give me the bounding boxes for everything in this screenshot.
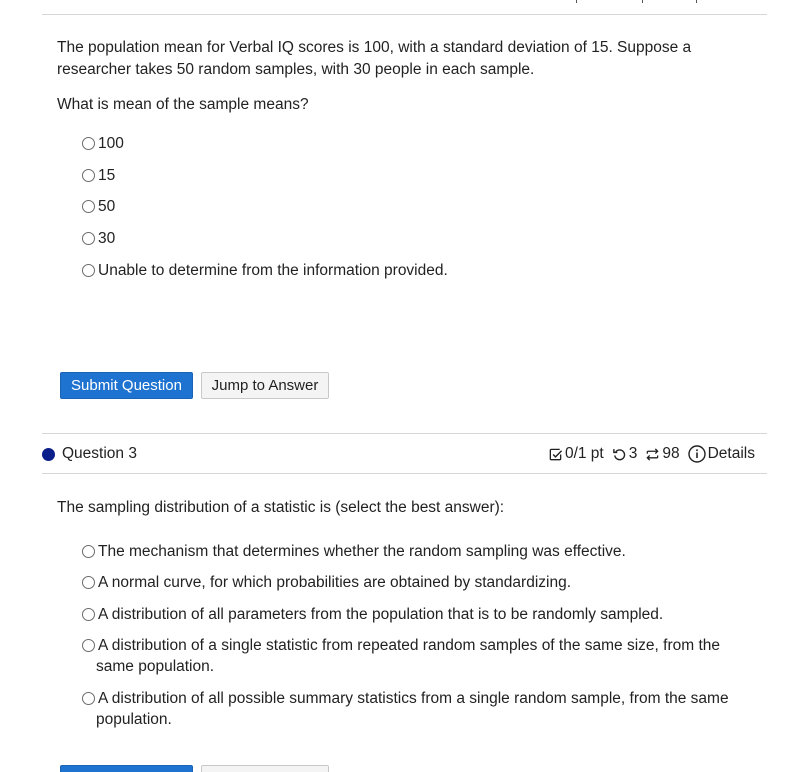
option-label-line: A normal curve, for which probabilities are obtained by standardizing. [98, 574, 572, 591]
option-label [98, 604, 663, 625]
option-label-line: A distribution of all possible summary statistics from a single random sample, from the same [98, 690, 729, 707]
question-3-option[interactable] [82, 572, 571, 593]
option-label: 100 [98, 135, 124, 152]
question-3-header-divider [42, 473, 767, 474]
option-label: Unable to determine from the information provided. [98, 262, 448, 279]
option-label [98, 635, 720, 677]
retries-meta [612, 445, 638, 463]
question-3-option[interactable] [82, 688, 729, 730]
top-remnant-tick [576, 0, 577, 3]
option-label: 30 [98, 230, 116, 247]
radio-button[interactable] [82, 264, 95, 277]
question-3-option[interactable] [82, 541, 626, 562]
option-label [98, 572, 571, 593]
top-divider [42, 14, 767, 15]
question-2-text-line: researcher takes 50 random samples, with 30 people in each sample. [57, 61, 535, 78]
radio-button[interactable] [82, 545, 95, 558]
radio-button[interactable] [82, 608, 95, 621]
option-label-line: A distribution of a single statistic from repeated random samples of the same size, from the [98, 637, 721, 654]
attempts-icon [645, 447, 660, 462]
top-remnant-tick [696, 0, 697, 3]
question-2-option[interactable] [82, 133, 124, 154]
question-3-header [42, 442, 760, 466]
check-square-icon [548, 447, 563, 462]
option-label-line: A distribution of all parameters from the population that is to be randomly sampled. [98, 606, 664, 623]
option-label [98, 541, 626, 562]
radio-button[interactable] [82, 639, 95, 652]
submit-question-button[interactable]: Submit Question [60, 372, 193, 399]
details-label[interactable]: Details [707, 445, 755, 462]
radio-button[interactable] [82, 692, 95, 705]
question-2-text-line: The population mean for Verbal IQ scores is 100, with a standard deviation of 15. Suppose a [57, 39, 692, 56]
option-label-line: same population. [96, 658, 215, 675]
question-2-text [57, 37, 691, 81]
question-2-option[interactable] [82, 196, 115, 217]
retry-icon [612, 447, 627, 462]
score-meta [548, 445, 604, 463]
question-2-option[interactable] [82, 228, 115, 249]
radio-button[interactable] [82, 169, 95, 182]
submit-question-button-partial[interactable] [60, 765, 193, 772]
jump-to-answer-button[interactable]: Jump to Answer [201, 372, 329, 399]
info-icon [688, 445, 706, 463]
attempts-meta [645, 445, 679, 463]
top-remnant-tick [642, 0, 643, 3]
option-label: 15 [98, 167, 116, 184]
details-link[interactable] [688, 445, 755, 463]
attempts-count: 98 [662, 445, 680, 462]
option-label [98, 688, 729, 730]
retries-count: 3 [628, 445, 638, 462]
question-3-prompt: The sampling distribution of a statistic is (select the best answer): [57, 499, 505, 516]
question-3-option[interactable] [82, 635, 720, 677]
option-label-line: population. [96, 711, 172, 728]
score-text: 0/1 pt [564, 445, 604, 462]
question-2-option[interactable] [82, 260, 448, 281]
jump-to-answer-button-partial[interactable] [201, 765, 329, 772]
option-label-line: The mechanism that determines whether the random sampling was effective. [98, 543, 626, 560]
radio-button[interactable] [82, 137, 95, 150]
question-meta [548, 442, 760, 466]
radio-button[interactable] [82, 200, 95, 213]
radio-button[interactable] [82, 576, 95, 589]
radio-button[interactable] [82, 232, 95, 245]
question-2-prompt: What is mean of the sample means? [57, 96, 309, 113]
question-3-top-divider [42, 433, 767, 434]
question-2-option[interactable] [82, 165, 115, 186]
question-3-label: Question 3 [62, 445, 137, 462]
question-3-option[interactable] [82, 604, 663, 625]
current-question-dot-icon [42, 448, 55, 461]
option-label: 50 [98, 198, 116, 215]
